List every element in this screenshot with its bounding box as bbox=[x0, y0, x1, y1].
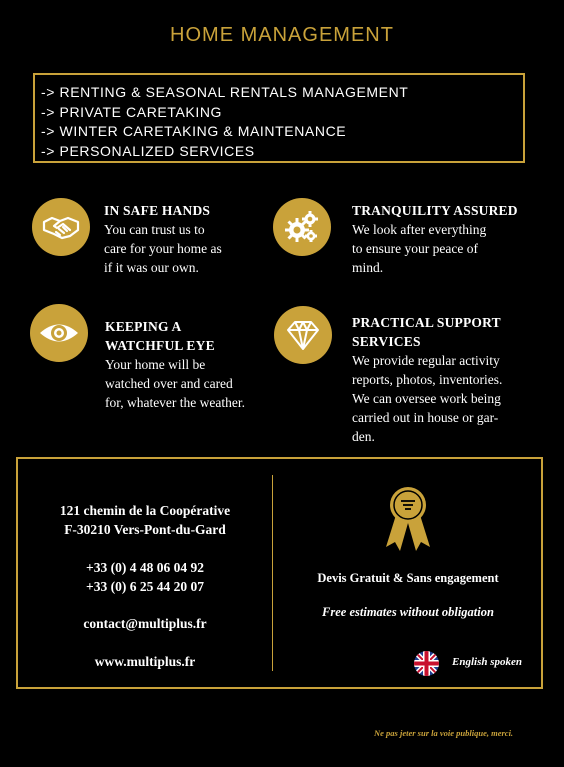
free-quote-en: Free estimates without obligation bbox=[322, 605, 494, 619]
feature-text: den. bbox=[352, 429, 375, 444]
feature-heading: PRACTICAL SUPPORT bbox=[352, 315, 501, 330]
email-link[interactable]: contact@multiplus.fr bbox=[83, 616, 207, 631]
phone-number[interactable]: +33 (0) 4 48 06 04 92 bbox=[86, 560, 204, 575]
feature-text: mind. bbox=[352, 260, 384, 275]
gears-icon bbox=[273, 198, 331, 256]
service-item: -> WINTER CARETAKING & MAINTENANCE bbox=[41, 123, 347, 139]
feature-heading: SERVICES bbox=[352, 334, 421, 349]
service-item: -> PRIVATE CARETAKING bbox=[41, 103, 223, 120]
feature-text: if it was our own. bbox=[104, 260, 199, 275]
address bbox=[18, 501, 272, 539]
feature-text: watched over and cared bbox=[105, 376, 233, 391]
feature-text: to ensure your peace of bbox=[352, 241, 478, 256]
eye-icon bbox=[30, 304, 88, 362]
feature-heading: KEEPING A bbox=[105, 319, 182, 334]
service-item: -> RENTING & SEASONAL RENTALS MANAGEMENT bbox=[41, 84, 409, 100]
feature-text: You can trust us to bbox=[104, 222, 205, 237]
feature-heading: WATCHFUL EYE bbox=[105, 338, 215, 353]
feature-text: reports, photos, inventories. bbox=[352, 372, 503, 387]
services-list bbox=[33, 73, 525, 163]
language-label: English spoken bbox=[452, 656, 522, 668]
feature-heading: IN SAFE HANDS bbox=[104, 203, 211, 218]
info-box bbox=[16, 457, 543, 689]
address-line: 121 chemin de la Coopérative bbox=[59, 503, 231, 518]
address-line: F-30210 Vers-Pont-du-Gard bbox=[64, 522, 226, 537]
feature-heading: TRANQUILITY ASSURED bbox=[352, 203, 518, 218]
feature-text: carried out in house or gar- bbox=[352, 410, 499, 425]
free-quote-fr: Devis Gratuit & Sans engagement bbox=[317, 571, 499, 585]
website-link[interactable]: www.multiplus.fr bbox=[94, 654, 196, 669]
uk-flag-icon bbox=[414, 651, 439, 676]
handshake-icon bbox=[32, 198, 90, 256]
feature-text: care for your home as bbox=[104, 241, 222, 256]
service-item: -> PERSONALIZED SERVICES bbox=[41, 142, 255, 159]
feature-text: for, whatever the weather. bbox=[105, 395, 246, 410]
feature-text: We provide regular activity bbox=[352, 353, 500, 368]
feature-text: Your home will be bbox=[105, 357, 206, 372]
feature-text: We can oversee work being bbox=[352, 391, 501, 406]
phones bbox=[18, 558, 272, 596]
award-ribbon-icon bbox=[378, 485, 438, 560]
page-title: HOME MANAGEMENT bbox=[170, 24, 394, 46]
feature-text: We look after everything bbox=[352, 222, 487, 237]
footer-note: Ne pas jeter sur la voie publique, merci. bbox=[374, 728, 514, 738]
phone-number[interactable]: +33 (0) 6 25 44 20 07 bbox=[86, 579, 204, 594]
diamond-icon bbox=[274, 306, 332, 364]
